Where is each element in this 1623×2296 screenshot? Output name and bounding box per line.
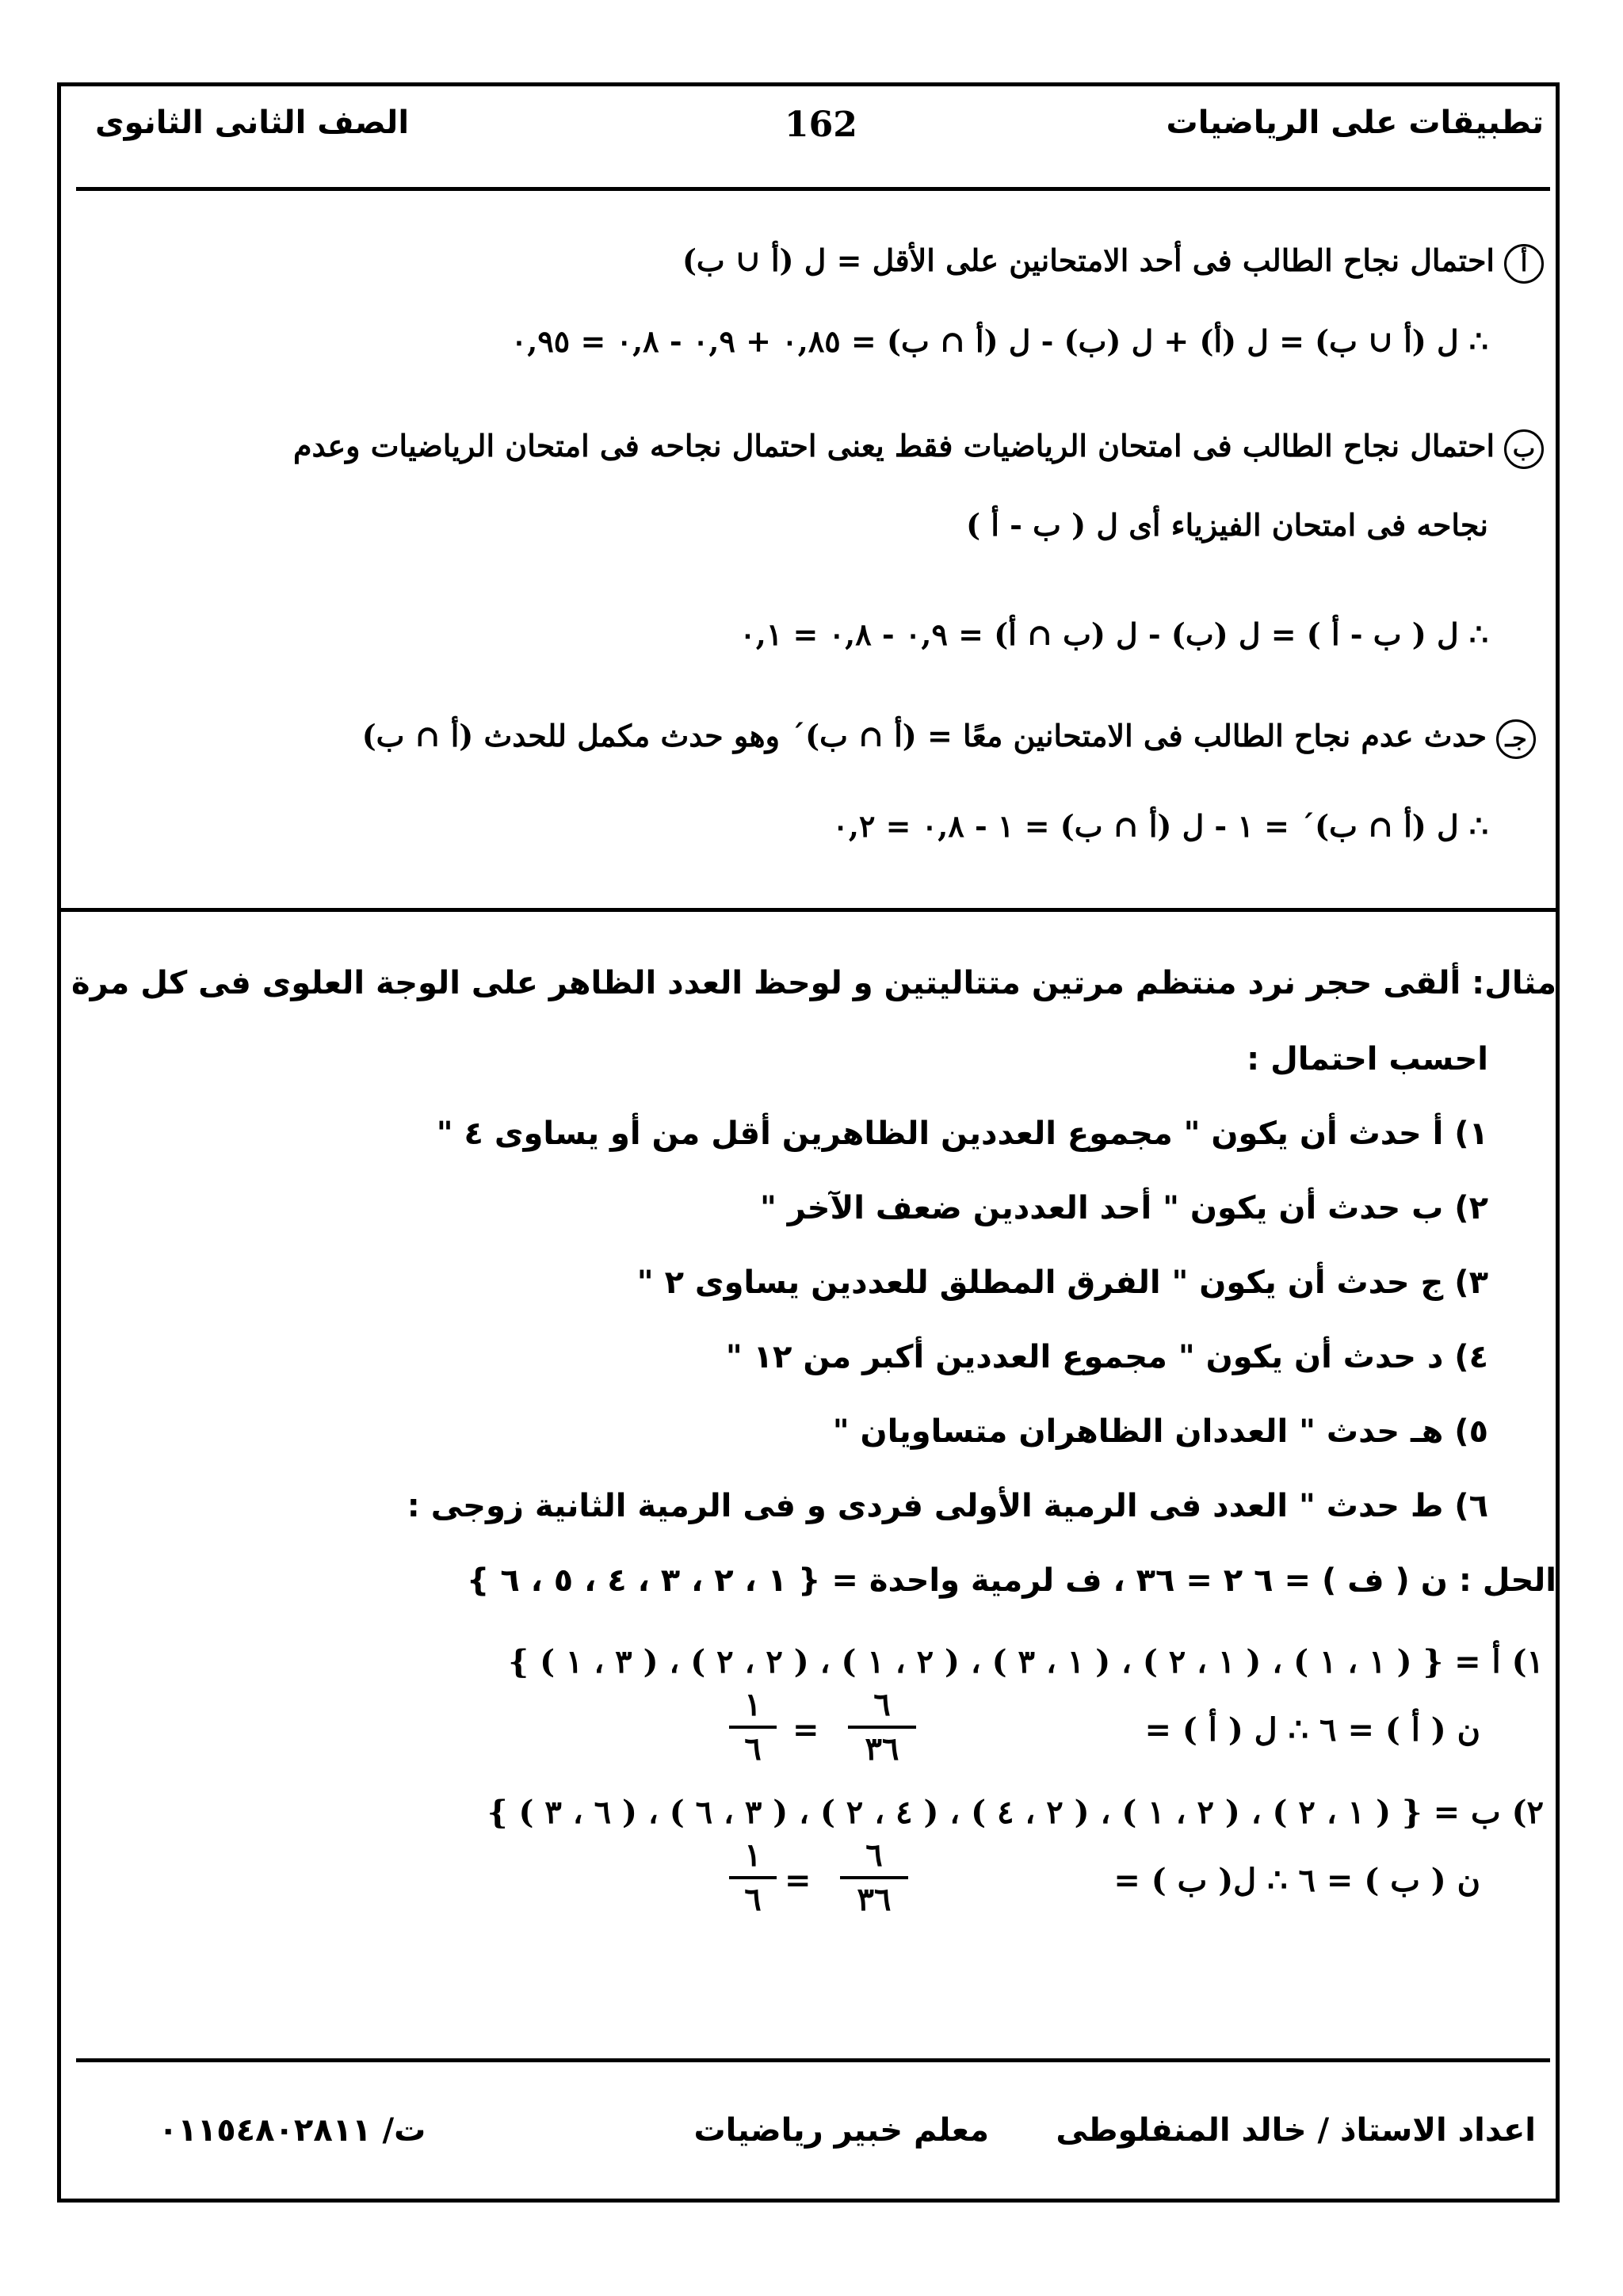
part-b-line3: ∴ ل ( ب - أ ) = ل (ب) - ل (ب ∩ أ) = ٠,٩ - ٠,٨ = ٠,١ [739,616,1488,652]
part-b-line2: نجاحه فى امتحان الفيزياء أى ل ( ب - أ ) [966,507,1488,543]
part-a-line1 [682,242,1544,284]
part-c-line1 [362,718,1536,759]
example-statement: مثال: ألقى حجر نرد منتظم مرتين متتاليتين و لوحظ العدد الظاهر على الوجة العلوى فى كل مرة [71,965,1556,1001]
example-item-5: ٥) هـ حدث " العددان الظاهران متساويان " [832,1413,1488,1450]
event-a-prob: ن ( أ ) = ٦ ∴ ل ( أ ) = [1144,1711,1480,1749]
solution-sample-space: الحل : ن ( ف ) = ٦ ٢ = ٣٦ ، ف لرمية واحدة = { ١ ، ٢ ، ٣ ، ٤ ، ٥ ، ٦ } [466,1562,1556,1599]
footer-role: معلم خبير رياضيات [693,2112,989,2149]
section-divider [60,908,1556,912]
example-item-4: ٤) د حدث أن يكون " مجموع العددين أكبر من ١٢ " [725,1339,1488,1375]
example-item-3: ٣) ج حدث أن يكون " الفرق المطلق للعددين يساوى ٢ " [636,1264,1488,1301]
fraction-a-2: ١ ٦ [729,1688,777,1767]
part-b-text: احتمال نجاح الطالب فى امتحان الرياضيات فقط يعنى احتمال نجاحه فى امتحان الرياضيات وعدم [292,428,1495,463]
fraction-b-2: ١ ٦ [729,1838,777,1917]
part-b-badge: ب [1504,429,1544,469]
fraction-b-1: ٦ ٣٦ [840,1838,908,1917]
part-a-text: احتمال نجاح الطالب فى أحد الامتحانين على الأقل = ل (أ ∪ ب) [682,242,1495,278]
footer-author: اعداد الاستاذ / خالد المنفلوطى [1056,2112,1536,2149]
example-item-1: ١) أ حدث أن يكون " مجموع العددين الظاهرين أقل من أو يساوى ٤ " [436,1116,1488,1152]
equals-sign-b: = [785,1862,812,1899]
footer-divider [76,2058,1550,2062]
event-b-prob: ن ( ب ) = ٦ ∴ ل( ب ) = [1113,1862,1480,1899]
page-number: 162 [785,105,857,145]
part-a-badge: أ [1504,244,1544,284]
header-right-title: تطبيقات على الرياضيات [1166,105,1544,141]
header-left-title: الصف الثانى الثانوى [95,105,410,141]
part-b-line1 [293,428,1544,469]
equals-sign-a: = [792,1711,819,1749]
part-c-line2: ∴ ل (أ ∩ ب)´ = ١ - ل (أ ∩ ب) = ١ - ٠,٨ = ٠,٢ [832,808,1488,844]
event-a-set: ١) أ = { ( ١ ، ١ ) ، ( ١ ، ٢ ) ، ( ١ ، ٣ ) ، ( ٢ ، ١ ) ، ( ٢ ، ٢ ) ، ( ٣ ، ١ ) } [508,1643,1544,1680]
event-b-set: ٢) ب = { ( ١ ، ٢ ) ، ( ٢ ، ١ ) ، ( ٢ ، ٤ ) ، ( ٤ ، ٢ ) ، ( ٣ ، ٦ ) ، ( ٦ ، ٣ ) } [487,1794,1544,1831]
part-a-line2: ∴ ل (أ ∪ ب) = ل (أ) + ل (ب) - ل (أ ∩ ب) = ٠,٨٥ + ٠,٩ - ٠,٨ = ٠,٩٥ [510,323,1488,359]
fraction-a-1: ٦ ٣٦ [848,1688,916,1767]
example-item-6: ٦) ط حدث " العدد فى الرمية الأولى فردى و فى الرمية الثانية زوجى : [407,1488,1488,1524]
example-item-2: ٢) ب حدث أن يكون " أحد العددين ضعف الآخر " [760,1190,1488,1226]
part-c-badge: جـ [1496,719,1536,759]
part-c-text: حدث عدم نجاح الطالب فى الامتحانين معًا = (أ ∩ ب)´ وهو حدث مكمل للحدث (أ ∩ ب) [361,718,1487,753]
footer-phone: ت/ ٠١١٥٤٨٠٢٨١١ [158,2112,426,2149]
header-divider [76,187,1550,191]
example-ask: احسب احتمال : [1247,1041,1488,1077]
